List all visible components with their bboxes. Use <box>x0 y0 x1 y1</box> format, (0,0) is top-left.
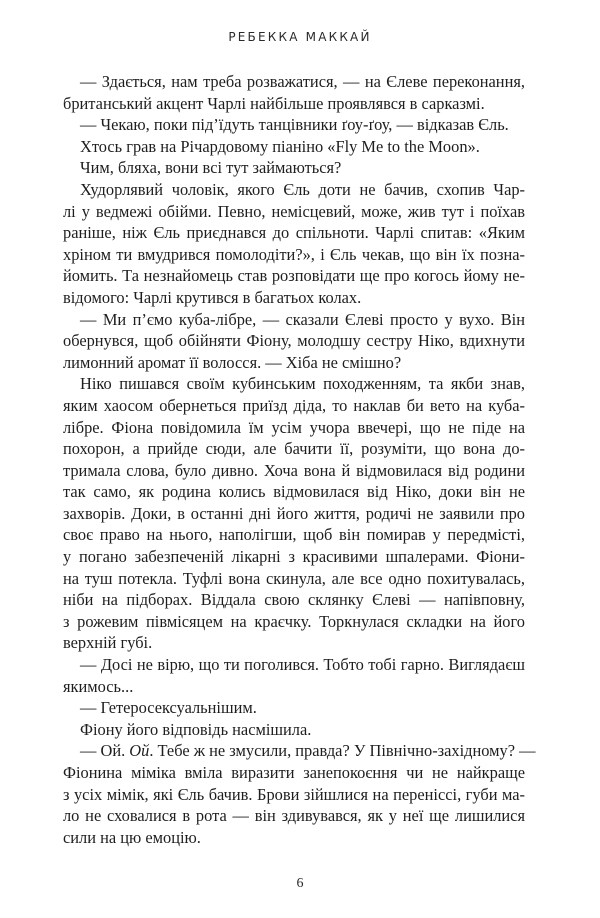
text-line: — Чекаю, поки під’їдуть танцівники ґоу-ґоу, — відказав Єль. <box>80 115 509 135</box>
text-line: похорон, а прийде сюди, але бачити її, розуміти, що вона до- <box>63 439 525 459</box>
text-line: на туш потекла. Туфлі вона скинула, але все одно похитувалась, <box>63 568 525 588</box>
text-line: британський акцент Чарлі найбільше проявлявся в сарказмі. <box>63 93 485 113</box>
text-line: лібре. Фіона повідомила їм усім учора ввечері, що не піде на <box>63 417 525 437</box>
text-line: Фіону його відповідь насмішила. <box>80 719 312 739</box>
text-line: хріном ти вмудрився помолодіти?», і Єль чекав, що він їх позна- <box>63 244 525 264</box>
text-line: лі у ведмежі обійми. Певно, немісцевий, може, жив тут і поїхав <box>63 201 525 221</box>
text-line: тримала слова, було дивно. Хоча вона й відмовилася від родини <box>63 460 525 480</box>
text-line: сили на цю емоцію. <box>63 827 201 847</box>
page-number: 6 <box>296 876 304 891</box>
text-line: обернувся, щоб обійняти Фіону, молодшу сестру Ніко, вдихнути <box>63 331 525 351</box>
text-line: — Ми п’ємо куба-лібре, — сказали Єлеві просто у вухо. Він <box>80 309 525 329</box>
text-line: захворів. Доки, в останні дні його життя, родичі не заявили про <box>63 503 525 523</box>
text-line: так само, як родина колись відмовилася від Ніко, доки він не <box>63 482 525 502</box>
running-head-author: РЕБЕККА МАККАЙ <box>228 30 372 44</box>
text-line: лимонний аромат її волосся. — Хіба не смішно? <box>63 352 402 372</box>
text-line: своє право на нього, наполігши, щоб він помирав у передмісті, <box>63 525 525 545</box>
text-line: — Досі не вірю, що ти поголився. Тобто тобі гарно. Виглядаєш <box>80 655 525 675</box>
text-line: Фіонина міміка вміла виразити занепокоєння чи не найкраще <box>63 763 525 782</box>
text-line: з рожевим півмісяцем на краєчку. Торкнулася складки на його <box>63 611 525 631</box>
text-line: верхній губі. <box>63 633 153 653</box>
body-text <box>63 71 536 848</box>
text-line: відомого: Чарлі крутився в багатьох колах. <box>63 287 362 307</box>
text-fragment: — Ой. <box>80 741 130 761</box>
text-line: ло не сховалися в рота — він здивувався, як у неї ще лишилися <box>63 806 525 826</box>
text-line: йомить. Та незнайомець став розповідати ще про когось йому не- <box>63 266 525 286</box>
text-line: з усіх мімік, які Єль бачив. Брови зійшлися на переніссі, губи ма- <box>63 784 525 804</box>
text-line: Ніко пишався своїм кубинським походженням, та якби знав, <box>80 374 525 394</box>
text-line: Худорлявий чоловік, якого Єль доти не бачив, схопив Чар- <box>80 179 525 199</box>
text-line: якимось... <box>63 676 134 696</box>
text-fragment: . Тебе ж не змусили, правда? У Північно-західному? — <box>149 741 536 761</box>
text-line: ніби на підборах. Віддала свою склянку Єлеві — напівповну, <box>63 590 525 610</box>
text-line: Чим, бляха, вони всі тут займаються? <box>80 158 342 178</box>
text-line: яким хаосом обернеться приїзд діда, то наклав би вето на куба- <box>63 395 525 415</box>
text-line: у погано забезпеченій лікарні з красивими шпалерами. Фіони- <box>63 547 525 567</box>
text-line: Хтось грав на Річардовому піаніно «Fly Me to the Moon». <box>80 136 480 156</box>
italic-emphasis: Ой <box>129 741 150 761</box>
text-line-with-italic <box>63 740 536 762</box>
text-line: раніше, ніж Єль приєднався до спільноти. Чарлі спитав: «Яким <box>63 223 525 243</box>
text-line: — Здається, нам треба розважатися, — на Єлеве переконання, <box>80 72 525 91</box>
text-line: — Гетеросексуальнішим. <box>80 698 257 718</box>
